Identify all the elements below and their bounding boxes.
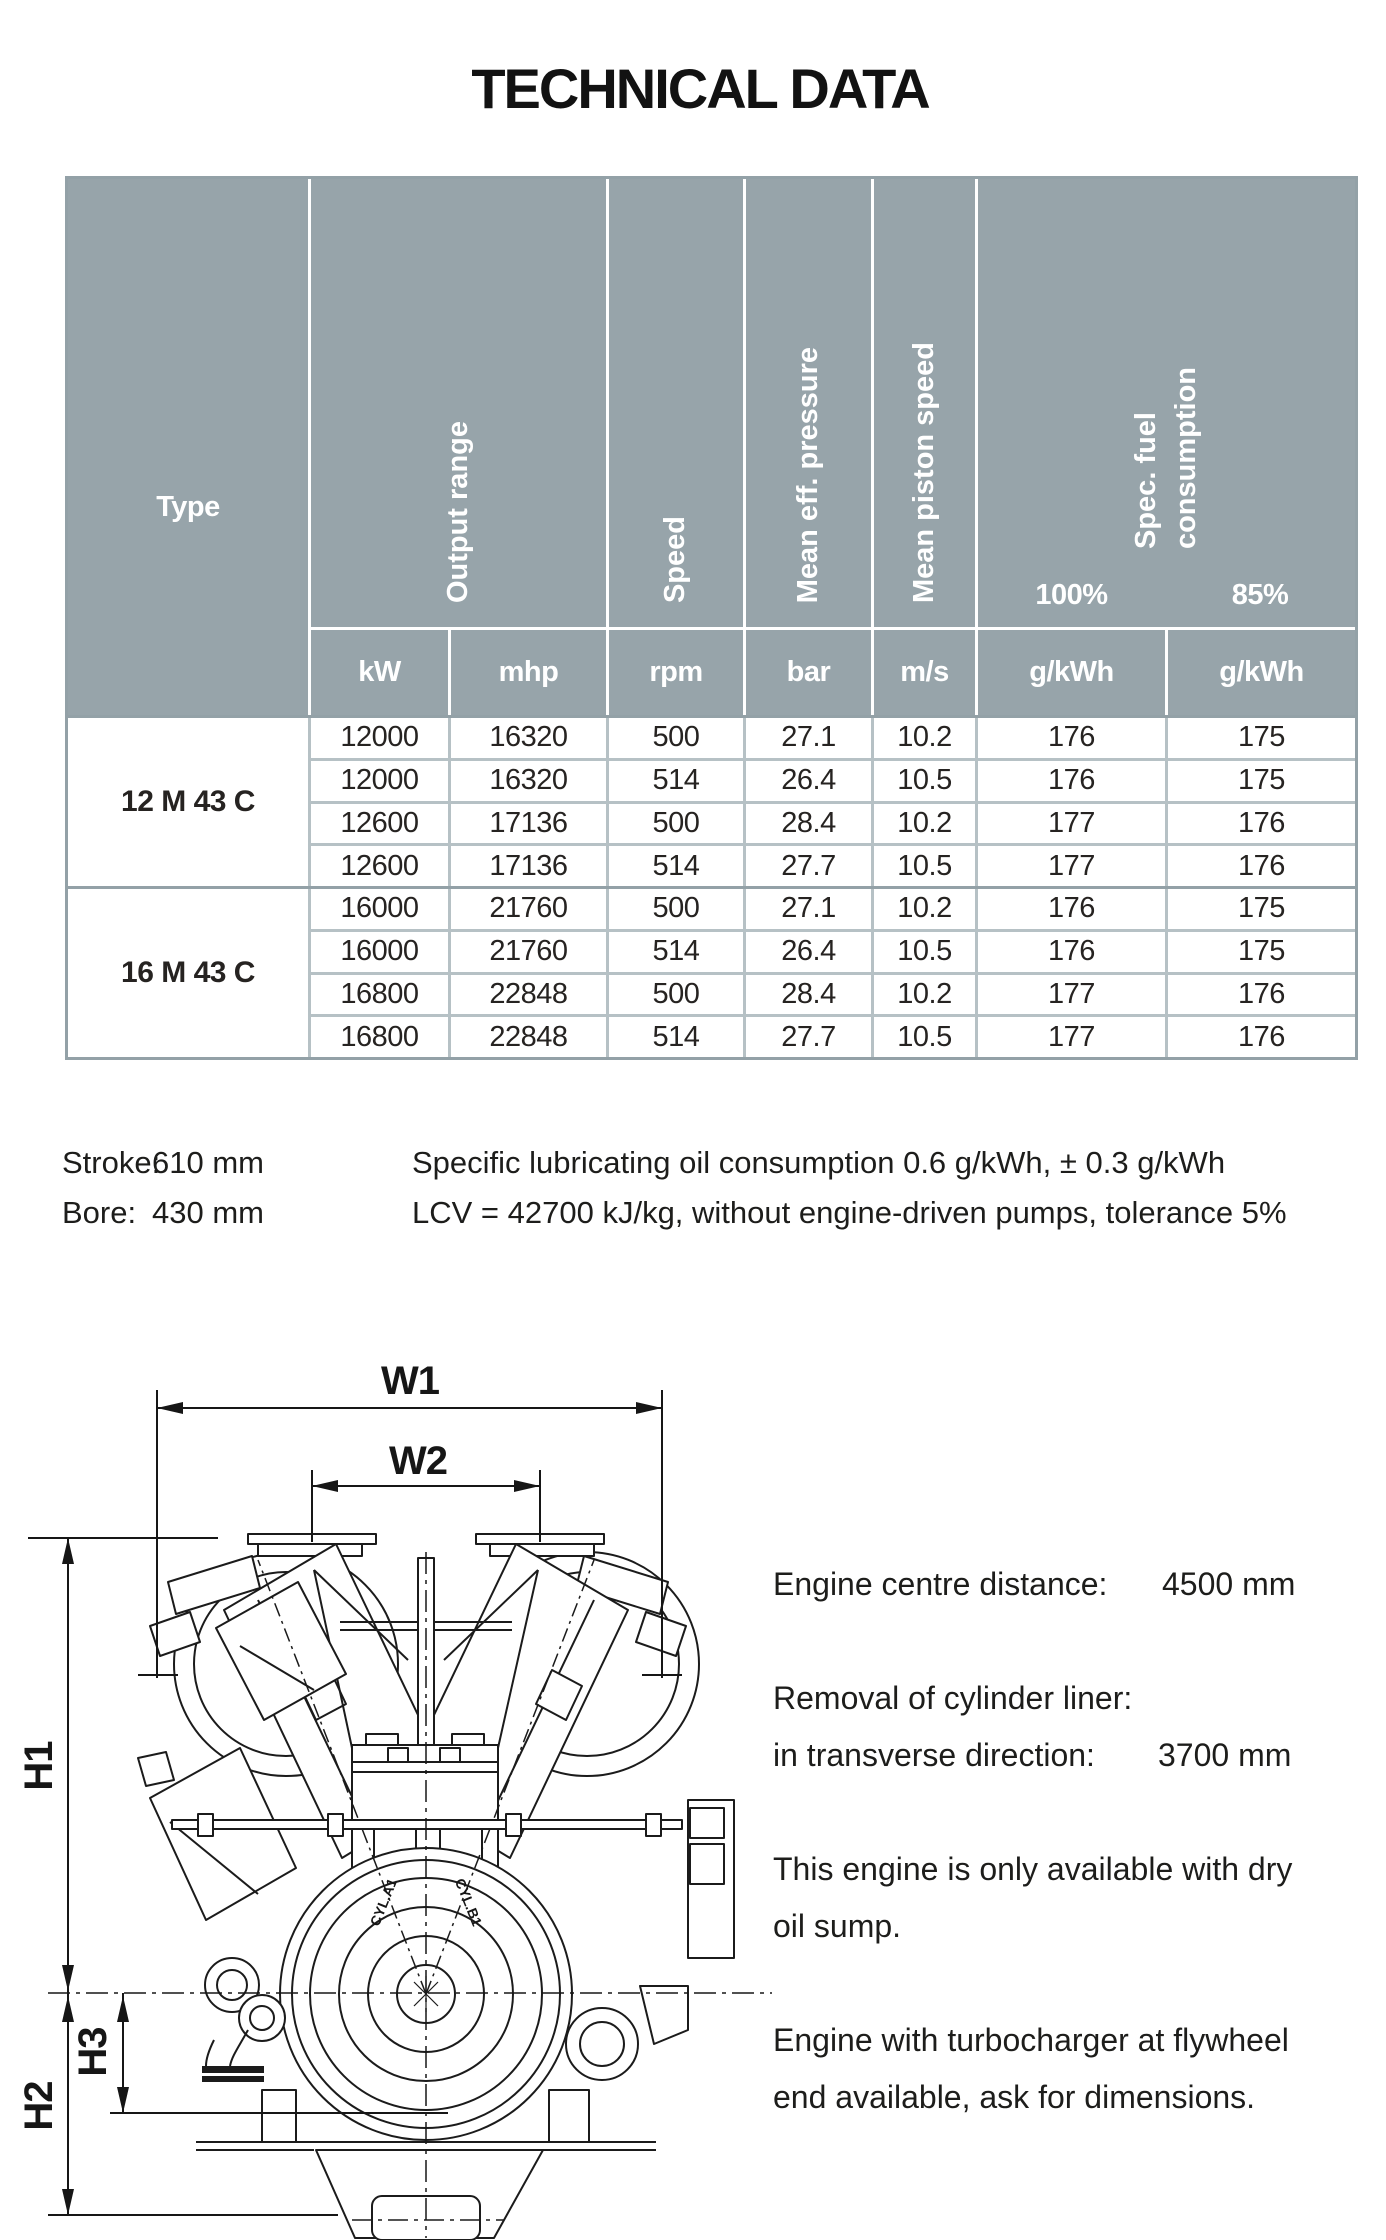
stroke-bore-notes	[62, 1138, 264, 1238]
header-mean-eff-pressure-label: Mean eff. pressure	[791, 346, 824, 603]
unit-gkwh-100-label: g/kWh	[1029, 656, 1114, 688]
right-boss	[566, 2008, 638, 2080]
header-mean-piston-speed	[874, 179, 975, 627]
table-cell: 177	[978, 1017, 1165, 1057]
header-load-100: 100%	[1035, 578, 1108, 611]
spec-fuel-line1: Spec. fuel	[1130, 412, 1163, 549]
table-cell: 176	[978, 932, 1165, 972]
sump-line1: This engine is only available with dry	[773, 1851, 1293, 1887]
table-cell: 514	[609, 846, 743, 886]
lube-oil-note: Specific lubricating oil consumption 0.6 g/kWh, ± 0.3 g/kWh	[412, 1145, 1226, 1180]
dim-label-w1: W1	[381, 1359, 439, 1403]
table-cell: 26.4	[746, 761, 871, 801]
table-cell: 22848	[451, 1017, 606, 1057]
table-cell: 27.7	[746, 846, 871, 886]
page-title: TECHNICAL DATA	[471, 57, 929, 120]
dim-label-w2: W2	[389, 1439, 447, 1483]
sump-line2: oil sump.	[773, 1908, 902, 1944]
bore-row	[62, 1188, 264, 1238]
cylinder-liner-note	[773, 1670, 1373, 1784]
table-cell: 12000	[311, 761, 448, 801]
table-cell: 28.4	[746, 975, 871, 1015]
table-cell: 176	[1168, 1017, 1355, 1057]
turbo-line2: end available, ask for dimensions.	[773, 2079, 1256, 2115]
table-cell: 177	[978, 846, 1165, 886]
table-cell: 175	[1168, 761, 1355, 801]
table-cell: 176	[978, 889, 1165, 929]
engine-front-drawing	[0, 1330, 780, 2240]
table-cell: 10.2	[874, 975, 975, 1015]
oil-sump-note	[773, 1841, 1373, 1955]
dim-label-h1: H1	[17, 1741, 61, 1791]
table-cell: 10.5	[874, 1017, 975, 1057]
table-cell: 16000	[311, 932, 448, 972]
table-cell: 177	[978, 975, 1165, 1015]
table-cell: 176	[1168, 804, 1355, 844]
table-cell: 16000	[311, 889, 448, 929]
engine-group	[68, 889, 1355, 1057]
liner-line2: in transverse direction:	[773, 1737, 1095, 1773]
table-cell: 10.2	[874, 718, 975, 758]
cyl-a1-label: CYL.A1	[366, 1876, 401, 1929]
table-cell: 175	[1168, 718, 1355, 758]
table-cell: 22848	[451, 975, 606, 1015]
table-cell: 16320	[451, 761, 606, 801]
dim-label-h2: H2	[17, 2081, 61, 2131]
header-speed-label: Speed	[659, 515, 692, 603]
table-cell: 514	[609, 932, 743, 972]
table-cell: 176	[978, 761, 1165, 801]
cyl-b1-label: CYL.B1	[451, 1876, 486, 1929]
unit-ms-label: m/s	[900, 656, 949, 688]
engine-centre-distance	[773, 1556, 1373, 1613]
stroke-label: Stroke:	[62, 1145, 161, 1180]
header-output-range-label: Output range	[441, 420, 474, 603]
turbo-line1: Engine with turbocharger at flywheel	[773, 2022, 1289, 2058]
header-mean-eff-pressure	[746, 179, 871, 627]
unit-ms	[874, 630, 975, 715]
engine-type-label: 12 M 43 C	[68, 718, 308, 886]
table-body	[68, 715, 1355, 1057]
table-cell: 10.5	[874, 846, 975, 886]
consumption-notes	[412, 1138, 1287, 1238]
table-cell: 28.4	[746, 804, 871, 844]
table-cell: 10.2	[874, 804, 975, 844]
unit-gkwh-100	[978, 630, 1165, 715]
unit-rpm	[609, 630, 743, 715]
table-cell: 12000	[311, 718, 448, 758]
bore-label: Bore:	[62, 1195, 137, 1230]
table-cell: 500	[609, 804, 743, 844]
table-cell: 26.4	[746, 932, 871, 972]
technical-data-table	[65, 176, 1358, 1060]
table-cell: 10.5	[874, 761, 975, 801]
turbocharger-note	[773, 2012, 1373, 2126]
liner-line1: Removal of cylinder liner:	[773, 1680, 1133, 1716]
table-cell: 500	[609, 889, 743, 929]
table-cell: 12600	[311, 846, 448, 886]
table-cell: 17136	[451, 846, 606, 886]
header-type	[68, 179, 308, 715]
engine-type-label: 16 M 43 C	[68, 889, 308, 1057]
table-cell: 175	[1168, 889, 1355, 929]
unit-kw-label: kW	[358, 656, 401, 688]
table-cell: 17136	[451, 804, 606, 844]
unit-rpm-label: rpm	[649, 656, 703, 688]
table-cell: 16800	[311, 975, 448, 1015]
table-cell: 27.7	[746, 1017, 871, 1057]
table-cell: 21760	[451, 889, 606, 929]
table-cell: 16800	[311, 1017, 448, 1057]
unit-mhp	[451, 630, 606, 715]
table-cell: 514	[609, 761, 743, 801]
table-header	[68, 179, 1355, 715]
header-mean-piston-speed-label: Mean piston speed	[907, 341, 940, 603]
unit-mhp-label: mhp	[498, 656, 559, 688]
table-cell: 16320	[451, 718, 606, 758]
table-cell: 177	[978, 804, 1165, 844]
table-cell: 500	[609, 718, 743, 758]
liner-value: 3700 mm	[1158, 1737, 1292, 1773]
header-type-label: Type	[156, 490, 220, 523]
table-cell: 10.2	[874, 889, 975, 929]
table-cell: 12600	[311, 804, 448, 844]
unit-gkwh-85	[1168, 630, 1355, 715]
stroke-row	[62, 1138, 264, 1188]
table-cell: 10.5	[874, 932, 975, 972]
header-load-row	[978, 563, 1355, 627]
lcv-note: LCV = 42700 kJ/kg, without engine-driven pumps, tolerance 5%	[412, 1195, 1287, 1230]
header-spec-fuel-label	[978, 179, 1355, 563]
header-speed	[609, 179, 743, 627]
unit-gkwh-85-label: g/kWh	[1219, 656, 1304, 688]
header-output-range	[311, 179, 606, 627]
unit-kw	[311, 630, 448, 715]
engine-group	[68, 718, 1355, 886]
table-cell: 500	[609, 975, 743, 1015]
engine-outline	[138, 1534, 734, 2240]
table-cell: 27.1	[746, 889, 871, 929]
table-cell: 21760	[451, 932, 606, 972]
centre-distance-value: 4500 mm	[1162, 1566, 1296, 1602]
spec-notes	[773, 1556, 1373, 2183]
bore-value: 430 mm	[152, 1195, 264, 1230]
table-cell: 514	[609, 1017, 743, 1057]
stroke-value: 610 mm	[152, 1145, 264, 1180]
table-cell: 176	[1168, 975, 1355, 1015]
table-cell: 176	[1168, 846, 1355, 886]
centre-distance-label: Engine centre distance:	[773, 1566, 1108, 1602]
table-cell: 27.1	[746, 718, 871, 758]
dim-label-h3: H3	[71, 2027, 115, 2077]
table-cell: 176	[978, 718, 1165, 758]
unit-bar	[746, 630, 871, 715]
header-spec-fuel-consumption	[978, 179, 1355, 627]
header-load-85: 85%	[1231, 578, 1289, 611]
spec-fuel-line2: consumption	[1169, 366, 1202, 549]
unit-bar-label: bar	[786, 656, 831, 688]
table-cell: 175	[1168, 932, 1355, 972]
